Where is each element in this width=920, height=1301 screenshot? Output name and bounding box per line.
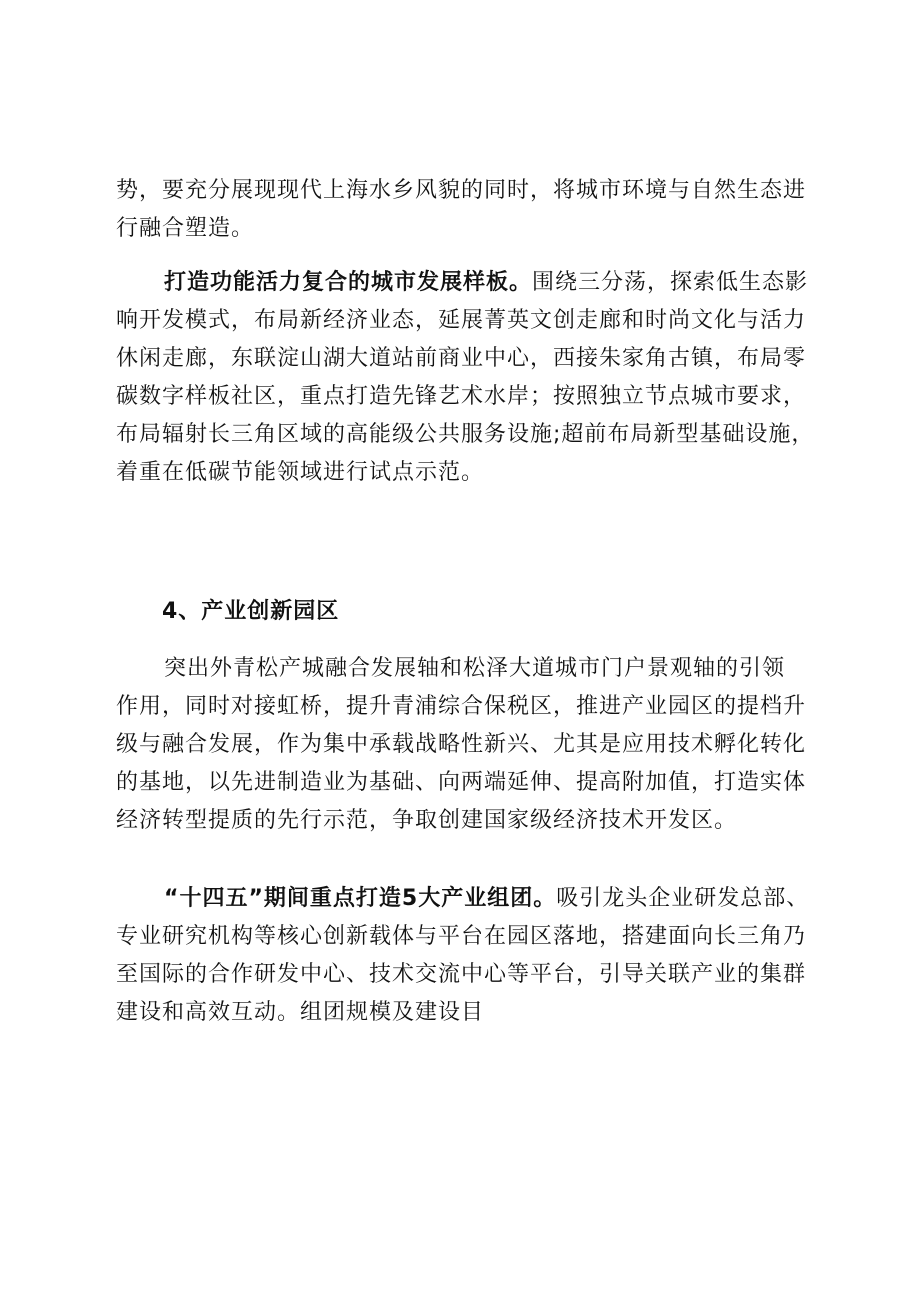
paragraph-4-line-2: 专业研究机构等核心创新载体与平台在园区落地，搭建面向长三角乃	[116, 924, 807, 949]
paragraph-3-line-1: 突出外青松产城融合发展轴和松泽大道城市门户景观轴的引领	[164, 656, 786, 681]
paragraph-2-line-6: 着重在低碳节能领域进行试点示范。	[116, 460, 485, 485]
paragraph-4-line-4: 建设和高效互动。组团规模及建设目	[116, 1000, 485, 1025]
paragraph-2-bold-lead: 打造功能活力复合的城市发展样板。	[164, 270, 533, 295]
paragraph-3-line-5: 经济转型提质的先行示范，争取创建国家级经济技术开发区。	[116, 808, 738, 833]
paragraph-3-line-2: 作用，同时对接虹桥，提升青浦综合保税区，推进产业园区的提档升	[116, 694, 807, 719]
paragraph-2-line-1	[116, 264, 836, 302]
paragraph-2-line-2: 响开发模式，布局新经济业态，延展菁英文创走廊和时尚文化与活力	[116, 308, 807, 333]
paragraph-2-line-5: 布局辐射长三角区域的高能级公共服务设施;超前布局新型基础设施，	[116, 422, 815, 447]
paragraph-4-line-1	[116, 880, 836, 918]
paragraph-4-bold-lead: “十四五”期间重点打造5大产业组团。	[164, 886, 557, 911]
paragraph-3-line-4: 的基地，以先进制造业为基础、向两端延伸、提高附加值，打造实体	[116, 770, 807, 795]
paragraph-1	[116, 172, 836, 248]
paragraph-2-line-1-rest: 围绕三分荡，探索低生态影	[532, 270, 809, 295]
paragraph-2-line-3: 休闲走廊，东联淀山湖大道站前商业中心，西接朱家角古镇，布局零	[116, 346, 807, 371]
paragraph-4	[116, 880, 836, 1032]
paragraph-1-line-2: 行融合塑造。	[116, 216, 255, 241]
paragraph-2	[116, 264, 836, 492]
paragraph-3-line-3: 级与融合发展，作为集中承载战略性新兴、尤其是应用技术孵化转化	[116, 732, 807, 757]
paragraph-4-line-3: 至国际的合作研发中心、技术交流中心等平台，引导关联产业的集群	[116, 962, 807, 987]
section-heading: 4、产业创新园区	[162, 599, 340, 624]
paragraph-2-line-4: 碳数字样板社区，重点打造先锋艺术水岸；按照独立节点城市要求，	[116, 384, 807, 409]
paragraph-3	[116, 650, 836, 840]
paragraph-1-line-1: 势，要充分展现现代上海水乡风貌的同时，将城市环境与自然生态进	[116, 178, 807, 203]
paragraph-4-line-1-rest: 吸引龙头企业研发总部、	[556, 886, 810, 911]
